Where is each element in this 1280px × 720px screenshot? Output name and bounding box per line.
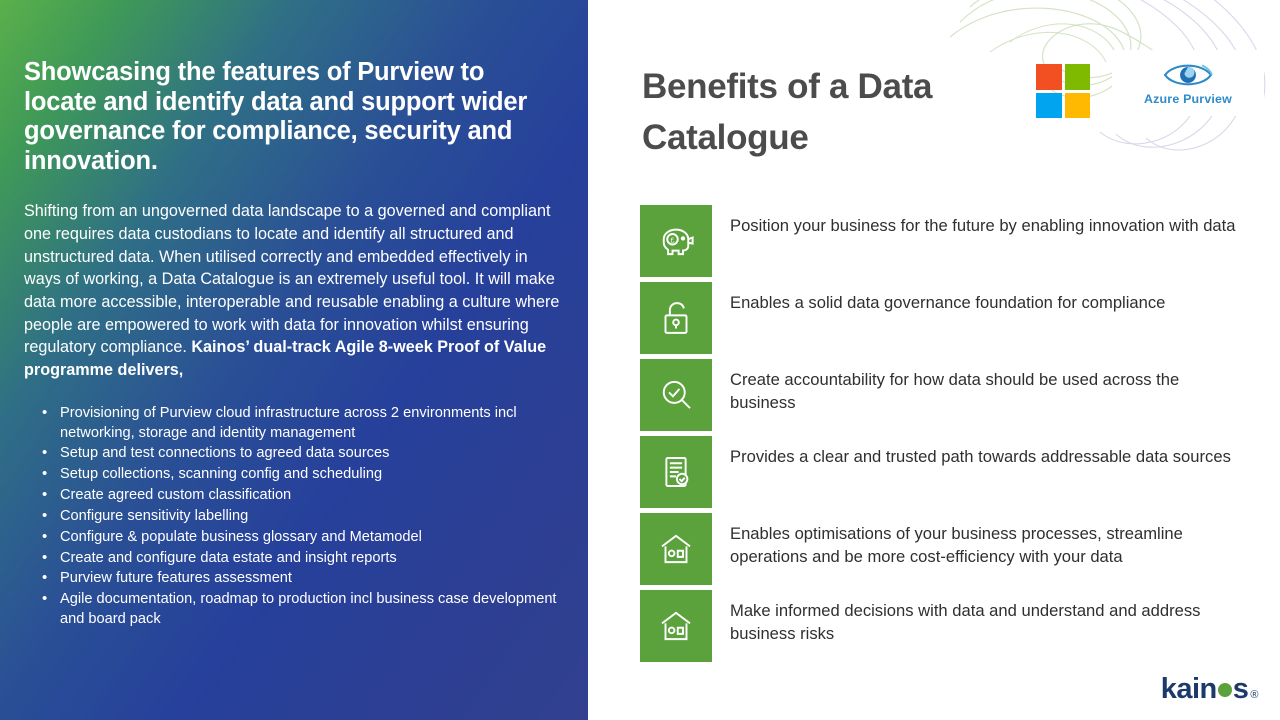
list-item: [640, 590, 1248, 662]
list-item: [640, 282, 1248, 354]
svg-text:£: £: [670, 237, 675, 245]
kainos-logo: [1161, 673, 1258, 706]
benefit-text: Enables a solid data governance foundation for compliance: [730, 293, 1166, 312]
benefit-text: Enables optimisations of your business processes, streamline operations and be more cost-efficiency with your data: [730, 524, 1183, 566]
purview-eye-icon: [1161, 60, 1215, 90]
list-item: [640, 436, 1248, 508]
benefit-text: Create accountability for how data should be used across the business: [730, 370, 1180, 412]
benefits-list: [640, 205, 1248, 667]
list-item: • Purview future features assessment: [38, 569, 562, 589]
page-title: Benefits of a Data Catalogue: [642, 67, 933, 157]
left-panel-paragraph: [24, 200, 562, 381]
paragraph-bold-text: Kainos’ dual-track Agile 8-week Proof of Value programme delivers,: [24, 338, 547, 380]
list-item: • Setup collections, scanning config and scheduling: [38, 465, 562, 485]
kainos-logo-text-2: s: [1232, 673, 1249, 705]
benefit-text: Position your business for the future by enabling innovation with data: [730, 216, 1236, 235]
microsoft-logo-square-blue: [1036, 93, 1062, 119]
benefit-text: Make informed decisions with data and understand and address business risks: [730, 601, 1201, 643]
left-panel: [0, 0, 588, 720]
list-item: • Configure sensitivity labelling: [38, 507, 562, 527]
lock-icon: [640, 282, 712, 354]
building-icon: [640, 590, 712, 662]
right-panel: [588, 0, 1280, 720]
benefit-text: Provides a clear and trusted path towards addressable data sources: [730, 447, 1231, 466]
kainos-logo-text-1: kain: [1160, 673, 1217, 705]
list-item: • Setup and test connections to agreed data sources: [38, 444, 562, 464]
deliverables-list: [24, 404, 562, 630]
microsoft-logo-square-yellow: [1065, 93, 1091, 119]
kainos-logo-registered-mark: ®: [1250, 689, 1258, 701]
list-item: • Create agreed custom classification: [38, 486, 562, 506]
microsoft-logo-icon: [1036, 64, 1090, 118]
azure-purview-logo: [1112, 50, 1264, 116]
kainos-logo-dot-icon: [1218, 683, 1232, 697]
building-icon: [640, 513, 712, 585]
piggy-bank-icon: [640, 205, 712, 277]
left-panel-title: Showcasing the features of Purview to locate and identify data and support wider governance for compliance, security and innovation.: [24, 58, 528, 175]
list-item: [640, 205, 1248, 277]
list-item: [640, 513, 1248, 585]
document-check-icon: [640, 436, 712, 508]
paragraph-text: Shifting from an ungoverned data landscape to a governed and compliant one requires data custodians to locate and identify all structured and unstructured data. When utilised correctly and embedded effectively in ways of working, a Data Catalogue is an extremely useful tool. It will make data more accessible, interoperable and reusable enabling a culture where people are empowered to work with data for innovation whilst ensuring regulatory compliance.: [24, 202, 560, 357]
list-item: • Configure & populate business glossary and Metamodel: [38, 528, 562, 548]
microsoft-logo-square-red: [1036, 64, 1062, 90]
list-item: • Provisioning of Purview cloud infrastructure across 2 environments incl networking, storage and identity management: [38, 404, 562, 444]
list-item: • Agile documentation, roadmap to production incl business case development and board pack: [38, 590, 562, 630]
purview-logo-label: Azure Purview: [1144, 92, 1232, 106]
list-item: [640, 359, 1248, 431]
microsoft-logo-square-green: [1065, 64, 1091, 90]
list-item: • Create and configure data estate and insight reports: [38, 549, 562, 569]
magnifier-check-icon: [640, 359, 712, 431]
